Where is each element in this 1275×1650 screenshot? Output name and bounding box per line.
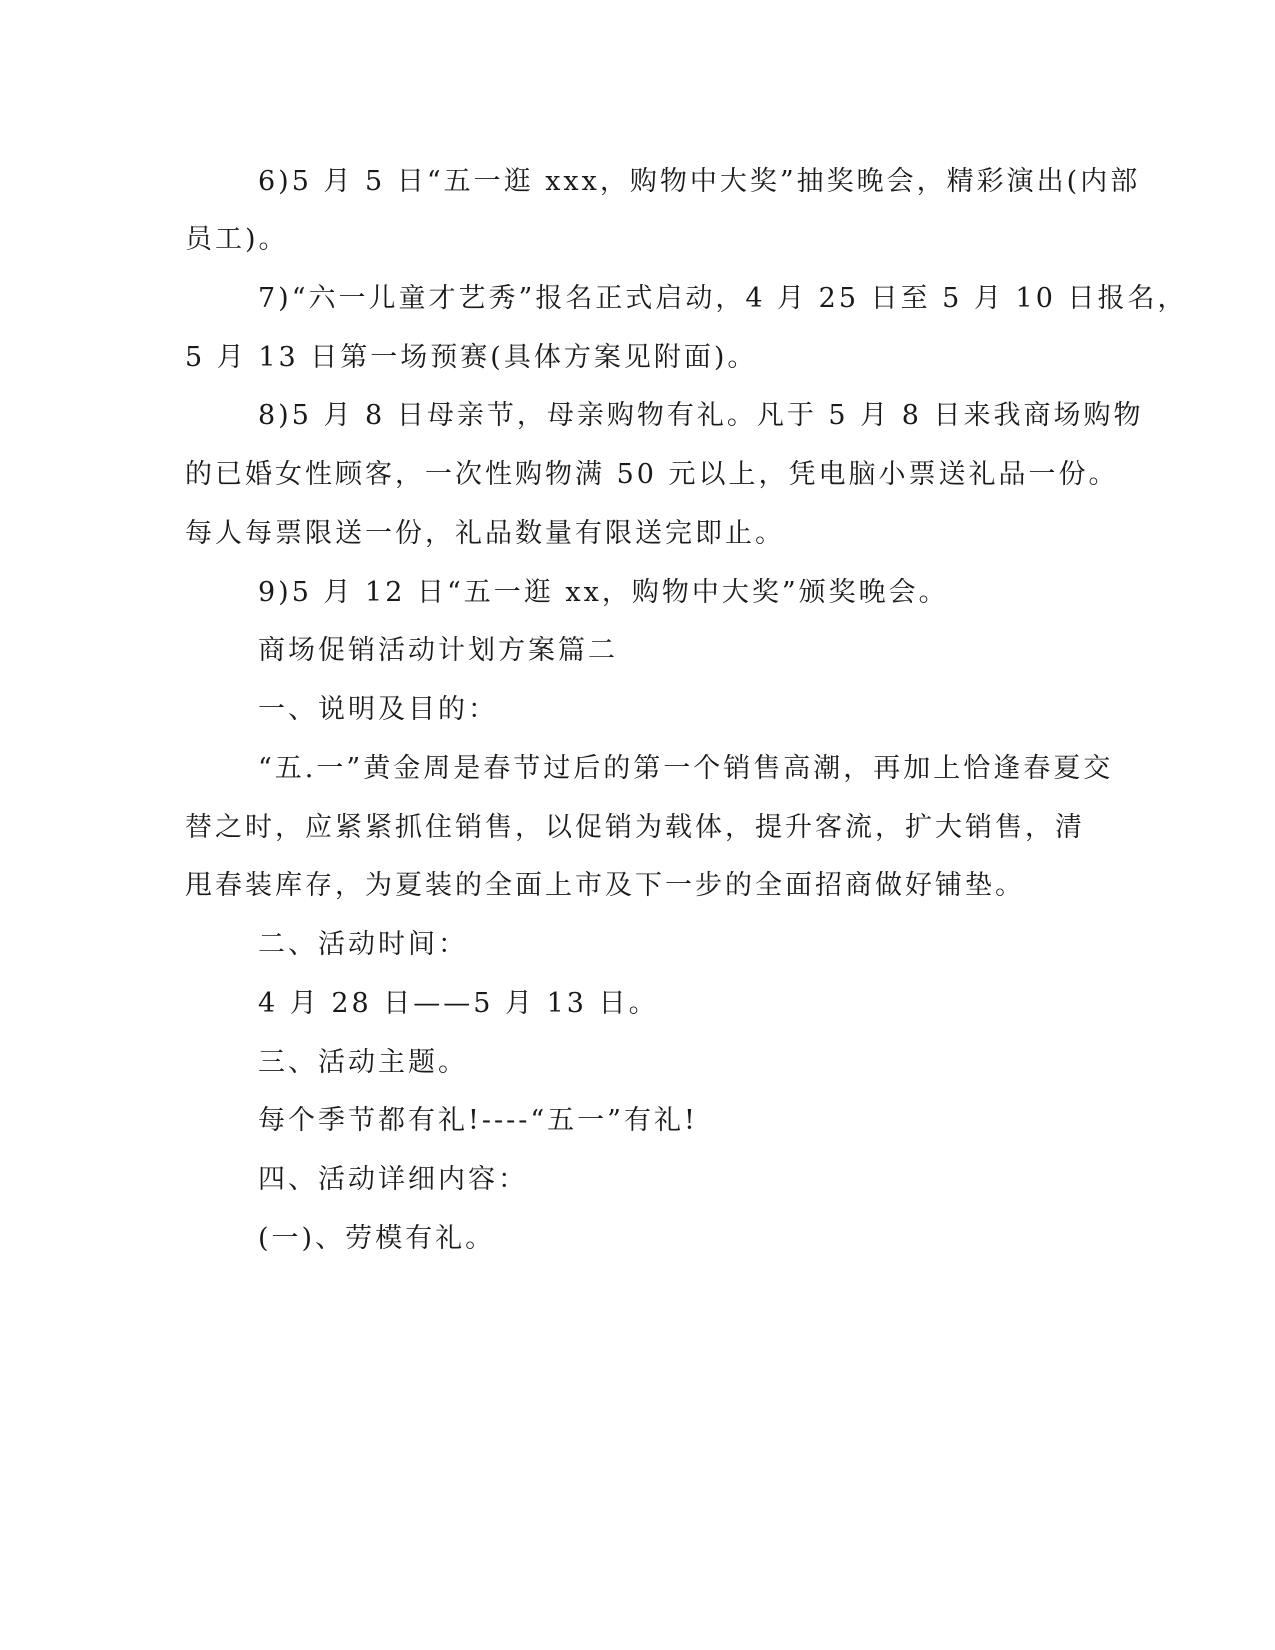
paragraph-item-8-line-2: 的已婚女性顾客，一次性购物满 50 元以上，凭电脑小票送礼品一份。 (185, 459, 1119, 490)
purpose-paragraph-line-2: 替之时，应紧紧抓住销售，以促销为载体，提升客流，扩大销售，清 (185, 812, 1085, 843)
section-title: 商场促销活动计划方案篇二 (258, 635, 618, 666)
paragraph-item-8-line-3: 每人每票限送一份，礼品数量有限送完即止。 (185, 518, 785, 549)
paragraph-item-7-line-1: 7)“六一儿童才艺秀”报名正式启动，4 月 25 日至 5 月 10 日报名， (258, 283, 1188, 314)
heading-time: 二、活动时间： (258, 929, 468, 960)
details-item-1: (一)、劳模有礼。 (258, 1223, 496, 1254)
heading-purpose: 一、说明及目的： (258, 694, 498, 725)
purpose-paragraph-line-1: “五.一”黄金周是春节过后的第一个销售高潮，再加上恰逢春夏交 (258, 753, 1114, 784)
paragraph-item-9: 9)5 月 12 日“五一逛 xx，购物中大奖”颁奖晚会。 (258, 577, 949, 608)
paragraph-item-7-line-2: 5 月 13 日第一场预赛(具体方案见附面)。 (185, 342, 758, 373)
theme-value: 每个季节都有礼!----“五一”有礼! (258, 1105, 698, 1136)
paragraph-item-6-line-2: 员工)。 (185, 224, 289, 255)
heading-details: 四、活动详细内容： (258, 1164, 528, 1195)
time-value: 4 月 28 日——5 月 13 日。 (258, 988, 659, 1019)
paragraph-item-6-line-1: 6)5 月 5 日“五一逛 xxx，购物中大奖”抽奖晚会，精彩演出(内部 (258, 166, 1141, 197)
heading-theme: 三、活动主题。 (258, 1047, 468, 1078)
paragraph-item-8-line-1: 8)5 月 8 日母亲节，母亲购物有礼。凡于 5 月 8 日来我商场购物 (258, 400, 1144, 431)
purpose-paragraph-line-3: 甩春装库存，为夏装的全面上市及下一步的全面招商做好铺垫。 (185, 870, 1025, 901)
